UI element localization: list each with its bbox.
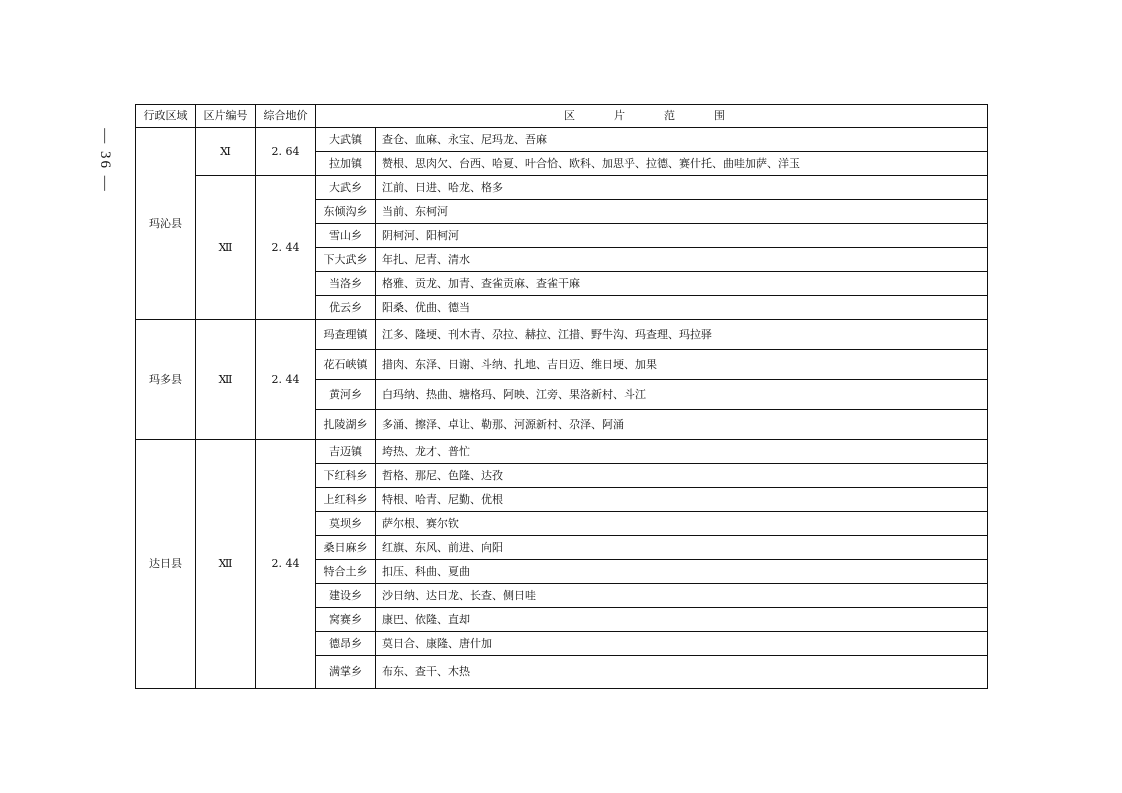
town-cell: 大武乡: [316, 176, 376, 200]
scope-cell: 格雅、贡龙、加青、查雀贡麻、查雀干麻: [376, 272, 988, 296]
town-cell: 大武镇: [316, 128, 376, 152]
scope-cell: 当前、东柯河: [376, 200, 988, 224]
scope-cell: 康巴、依隆、直却: [376, 608, 988, 632]
scope-cell: 赞根、思肉欠、台西、哈夏、叶合恰、欧科、加思乎、拉德、赛什托、曲哇加萨、洋玉: [376, 152, 988, 176]
scope-cell: 莫日合、康隆、唐什加: [376, 632, 988, 656]
scope-cell: 多涌、擦泽、卓让、勒那、河源新村、尕泽、阿涌: [376, 410, 988, 440]
scope-cell: 江前、日进、哈龙、格多: [376, 176, 988, 200]
scope-cell: 年扎、尼青、清水: [376, 248, 988, 272]
town-cell: 德昂乡: [316, 632, 376, 656]
scope-cell: 布东、查干、木热: [376, 656, 988, 689]
scope-cell: 沙日纳、达日龙、长查、侧日哇: [376, 584, 988, 608]
scope-cell: 哲格、那尼、色隆、达孜: [376, 464, 988, 488]
price-cell: 2. 44: [256, 176, 316, 320]
town-cell: 雪山乡: [316, 224, 376, 248]
town-cell: 玛查理镇: [316, 320, 376, 350]
county-cell: 玛沁县: [136, 128, 196, 320]
county-cell: 玛多县: [136, 320, 196, 440]
town-cell: 东倾沟乡: [316, 200, 376, 224]
scope-cell: 垮热、龙才、普忙: [376, 440, 988, 464]
scope-cell: 阴柯河、阳柯河: [376, 224, 988, 248]
town-cell: 吉迈镇: [316, 440, 376, 464]
town-cell: 优云乡: [316, 296, 376, 320]
scope-cell: 措肉、东泽、日谢、斗纳、扎地、吉日迈、维日埂、加果: [376, 350, 988, 380]
zone-no-cell: Ⅻ: [196, 176, 256, 320]
header-zone-no: 区片编号: [196, 105, 256, 128]
table-row: [136, 440, 988, 464]
town-cell: 当洛乡: [316, 272, 376, 296]
table-row: [136, 320, 988, 350]
land-price-zone-table: [135, 104, 988, 689]
town-cell: 满掌乡: [316, 656, 376, 689]
zone-no-cell: Ⅻ: [196, 320, 256, 440]
header-scope: 区 片 范 围: [316, 105, 988, 128]
town-cell: 窝赛乡: [316, 608, 376, 632]
header-price: 综合地价: [256, 105, 316, 128]
scope-cell: 萨尔根、赛尔钦: [376, 512, 988, 536]
page-number: [84, 120, 124, 200]
price-cell: 2. 44: [256, 440, 316, 689]
scope-cell: 江多、隆埂、刊木青、尕拉、赫拉、江措、野牛沟、玛查理、玛拉驿: [376, 320, 988, 350]
zone-no-cell: Ⅻ: [196, 440, 256, 689]
town-cell: 扎陵湖乡: [316, 410, 376, 440]
county-cell: 达日县: [136, 440, 196, 689]
page-number-text: — 36 —: [96, 127, 113, 193]
town-cell: 下红科乡: [316, 464, 376, 488]
scope-cell: 特根、哈青、尼勤、优根: [376, 488, 988, 512]
scope-cell: 扣压、科曲、夏曲: [376, 560, 988, 584]
zone-no-cell: Ⅺ: [196, 128, 256, 176]
price-cell: 2. 44: [256, 320, 316, 440]
town-cell: 特合土乡: [316, 560, 376, 584]
scope-cell: 查仓、血麻、永宝、尼玛龙、吾麻: [376, 128, 988, 152]
town-cell: 黄河乡: [316, 380, 376, 410]
scope-cell: 白玛纳、热曲、塘格玛、阿映、江旁、果洛新村、斗江: [376, 380, 988, 410]
table-header-row: [136, 105, 988, 128]
town-cell: 建设乡: [316, 584, 376, 608]
scope-cell: 阳桑、优曲、德当: [376, 296, 988, 320]
town-cell: 拉加镇: [316, 152, 376, 176]
price-cell: 2. 64: [256, 128, 316, 176]
scope-cell: 红旗、东风、前进、向阳: [376, 536, 988, 560]
header-region: 行政区域: [136, 105, 196, 128]
town-cell: 莫坝乡: [316, 512, 376, 536]
town-cell: 下大武乡: [316, 248, 376, 272]
table-row: [136, 176, 988, 200]
table-row: [136, 128, 988, 152]
town-cell: 上红科乡: [316, 488, 376, 512]
town-cell: 桑日麻乡: [316, 536, 376, 560]
town-cell: 花石峡镇: [316, 350, 376, 380]
